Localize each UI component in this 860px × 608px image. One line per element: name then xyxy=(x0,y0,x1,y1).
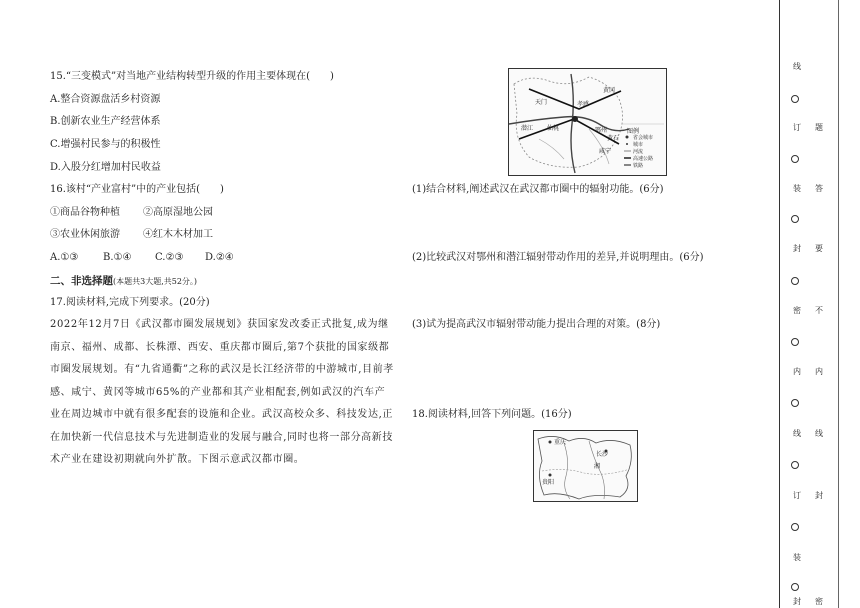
region-map xyxy=(533,430,638,502)
section-title: 二、非选择题(本题共3大题,共52分。) xyxy=(50,275,198,287)
q16-item-3: ③农业休闲旅游 xyxy=(50,229,120,240)
margin-char-3: 装 xyxy=(793,184,801,193)
margin-char-4: 封 xyxy=(793,244,801,253)
map1-legend-capital: 省会城市 xyxy=(633,135,654,141)
margin-hole-6 xyxy=(791,399,799,407)
map1-label-xiaogan: 孝感 xyxy=(577,101,590,108)
map1-legend-river: 河流 xyxy=(633,149,644,155)
q16-item-2: ②高原湿地公园 xyxy=(143,207,213,218)
binding-line xyxy=(779,0,780,608)
margin-char-6: 内 xyxy=(793,367,801,376)
margin-char-5: 密 xyxy=(793,306,801,315)
margin-hole-8 xyxy=(791,523,799,531)
margin-outer-1: 题 xyxy=(815,123,823,132)
map1-label-ezhou: 鄂州 xyxy=(595,127,608,134)
map1-label-xianning: 咸宁 xyxy=(599,148,612,155)
section-note: (本题共3大题,共52分。) xyxy=(113,277,198,286)
margin-outer-7: 封 xyxy=(815,491,823,500)
margin-hole-2 xyxy=(791,155,799,163)
margin-char-10: 封 xyxy=(793,597,801,606)
margin-outer-8: 密 xyxy=(815,597,823,606)
q16-item-1: ①商品谷物种植 xyxy=(50,207,120,218)
margin-hole-3 xyxy=(791,215,799,223)
map2-label-chongqing: 重庆 xyxy=(554,439,567,446)
margin-outer-4: 不 xyxy=(815,306,823,315)
margin-char-7: 线 xyxy=(793,429,801,438)
margin-char-8: 订 xyxy=(793,491,801,500)
margin-char-2: 订 xyxy=(793,123,801,132)
map1-label-huangshi: 黄石 xyxy=(607,135,620,142)
margin-hole-9 xyxy=(791,583,799,591)
margin-outer-5: 内 xyxy=(815,367,823,376)
q16-item-4: ④红木木材加工 xyxy=(143,229,213,240)
q17-sub2: (2)比较武汉对鄂州和潜江辐射带动作用的差异,并说明理由。(6分) xyxy=(412,252,704,263)
map2-label-changsha: 长沙 xyxy=(596,451,609,458)
q16-stem: 16.该村“产业富村”中的产业包括( ) xyxy=(50,184,224,195)
map2-label-xiang: 湘 xyxy=(594,463,601,470)
q15-option-b: B.创新农业生产经营体系 xyxy=(50,116,161,127)
q15-option-a: A.整合资源盘活乡村资源 xyxy=(50,94,161,105)
map1-legend-city: 城市 xyxy=(633,142,644,148)
q17-stem: 17.阅读材料,完成下列要求。(20分) xyxy=(50,297,210,308)
binding-line-outer xyxy=(838,0,839,608)
q16-option-b: B.①④ xyxy=(103,252,132,263)
margin-outer-6: 线 xyxy=(815,429,823,438)
margin-hole-7 xyxy=(791,461,799,469)
margin-outer-2: 答 xyxy=(815,184,823,193)
q15-stem: 15.“三变模式”对当地产业结构转型升级的作用主要体现在( ) xyxy=(50,71,334,82)
wuhan-metro-map xyxy=(508,68,667,176)
q15-option-d: D.入股分红增加村民收益 xyxy=(50,162,161,173)
q16-option-d: D.②④ xyxy=(205,252,234,263)
map1-legend-railway: 铁路 xyxy=(633,163,644,169)
map1-label-tianmen: 天门 xyxy=(535,99,548,106)
map1-label-qianjiang: 潜江 xyxy=(521,125,534,132)
margin-char-1: 线 xyxy=(793,62,801,71)
map1-legend-highway: 高速公路 xyxy=(633,156,654,162)
q18-stem: 18.阅读材料,回答下列问题。(16分) xyxy=(412,409,572,420)
map2-label-guiyang: 贵阳 xyxy=(542,479,555,486)
margin-outer-3: 要 xyxy=(815,244,823,253)
q17-sub3: (3)试为提高武汉市辐射带动能力提出合理的对策。(8分) xyxy=(412,319,661,330)
map1-label-huanggang: 黄冈 xyxy=(603,87,616,94)
q17-paragraph: 2022年12月7日《武汉都市圈发展规划》获国家发改委正式批复,成为继南京、福州、成都、长株潭、西安、重庆都市圈后,第7个获批的国家级都市圈发展规划。有“九省通衢”之称的武汉是长江经济带的中游城市,目前孝感、咸宁、黄冈等城市65%的产业都和其产业相配套,例如武汉的汽车产业在周边城市中就有很多配套的设施和企业。武汉高校众多、科技发达,正在加快新一代信息技术与先进制造业的发展与融合,同时也将一部分高新技术产业在建设初期就向外扩散。下图示意武汉都市圈。 xyxy=(50,319,394,465)
map1-label-xiantao: 仙桃 xyxy=(547,125,560,132)
q16-option-c: C.②③ xyxy=(155,252,184,263)
margin-char-9: 装 xyxy=(793,553,801,562)
margin-hole-4 xyxy=(791,277,799,285)
margin-hole-1 xyxy=(791,95,799,103)
q15-option-c: C.增强村民参与的积极性 xyxy=(50,139,161,150)
margin-hole-5 xyxy=(791,338,799,346)
map1-legend-title: 图例 xyxy=(627,128,640,135)
q17-sub1: (1)结合材料,阐述武汉在武汉都市圈中的辐射功能。(6分) xyxy=(412,184,664,195)
q16-option-a: A.①③ xyxy=(50,252,79,263)
